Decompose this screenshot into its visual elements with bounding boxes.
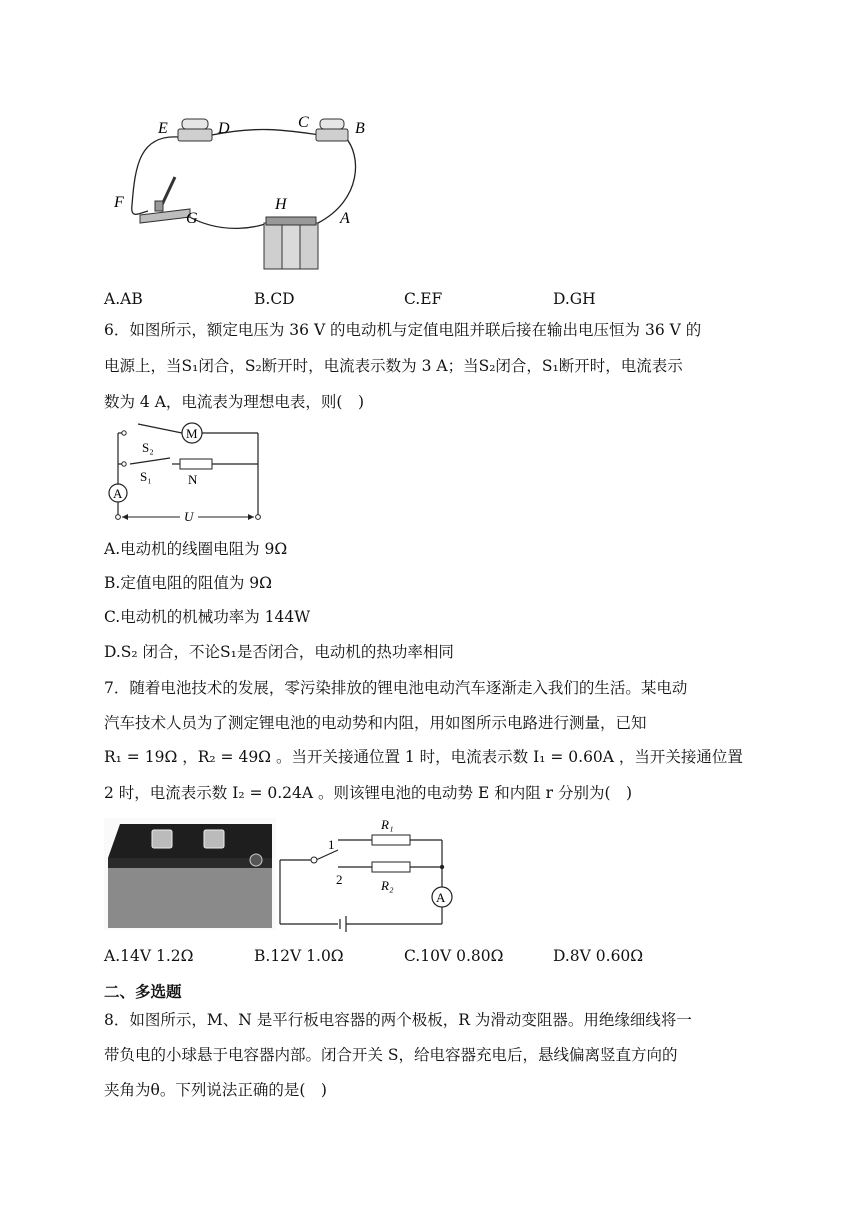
q5-option-b: B.CD — [254, 290, 295, 308]
q8-stem-line-3: 夹角为θ。下列说法正确的是( ) — [104, 1081, 327, 1099]
q6-stem-line-1: 6．如图所示，额定电压为 36 V 的电动机与定值电阻并联后接在输出电压恒为 36 V 的 — [104, 321, 702, 339]
label-E: E — [158, 120, 168, 137]
circuit2-ammeter-label: A — [436, 890, 446, 905]
q5-option-d: D.GH — [553, 290, 596, 308]
voltage-label-u: U — [184, 509, 194, 524]
label-D: D — [218, 120, 230, 137]
q7-option-d: D.8V 0.60Ω — [553, 947, 644, 965]
label-G: G — [186, 210, 198, 227]
q5-option-c: C.EF — [404, 290, 443, 308]
q6-option-c: C.电动机的机械功率为 144W — [104, 608, 311, 626]
motor-label: M — [186, 426, 198, 441]
label-A: A — [340, 210, 350, 227]
q7-stem-line-2: 汽车技术人员为了测定锂电池的电动势和内阻，用如图所示电路进行测量，已知 — [104, 714, 647, 732]
position-1-label: 1 — [328, 837, 335, 852]
q5-option-a: A.AB — [104, 290, 143, 308]
q6-option-a: A.电动机的线圈电阻为 9Ω — [104, 540, 288, 558]
q6-stem-line-2: 电源上，当S₁闭合，S₂断开时，电流表示数为 3 A；当S₂闭合，S₁断开时，电流表示 — [104, 357, 683, 375]
position-2-label: 2 — [336, 872, 343, 887]
q7-stem-line-3: R₁ = 19Ω ，R₂ = 49Ω 。当开关接通位置 1 时，电流表示数 I₁ = 0.60A ，当开关接通位置 — [104, 748, 743, 766]
q7-option-b: B.12V 1.0Ω — [254, 947, 344, 965]
circuit-figure-motor — [102, 420, 272, 525]
circuit-figure-two-resistors — [276, 812, 466, 937]
q7-option-a: A.14V 1.2Ω — [104, 947, 194, 965]
q7-stem-line-1: 7．随着电池技术的发展，零污染排放的锂电池电动汽车逐渐走入我们的生活。某电动 — [104, 679, 688, 697]
q6-option-d: D.S₂ 闭合，不论S₁是否闭合，电动机的热功率相同 — [104, 643, 454, 661]
resistor-r1-label: R₁ — [381, 817, 394, 832]
label-F: F — [114, 194, 124, 211]
ammeter-label: A — [113, 486, 123, 501]
q6-stem-line-3: 数为 4 A，电流表为理想电表，则( ) — [104, 393, 365, 411]
section-title-multiple-choice: 二、多选题 — [104, 983, 182, 1001]
switch-label-s2: S₂ — [142, 440, 154, 455]
q6-option-b: B.定值电阻的阻值为 9Ω — [104, 574, 272, 592]
circuit-figure-terminals — [100, 105, 370, 277]
q8-stem-line-1: 8．如图所示，M、N 是平行板电容器的两个极板，R 为滑动变阻器。用绝缘细线将一 — [104, 1011, 692, 1029]
lithium-battery-image — [104, 818, 276, 930]
resistor-label-n: N — [188, 472, 198, 487]
q7-stem-line-4: 2 时，电流表示数 I₂ = 0.24A 。则该锂电池的电动势 E 和内阻 r 分别为( ) — [104, 784, 633, 802]
label-B: B — [355, 120, 365, 137]
q8-stem-line-2: 带负电的小球悬于电容器内部。闭合开关 S，给电容器充电后，悬线偏离竖直方向的 — [104, 1046, 678, 1064]
label-H: H — [275, 196, 287, 213]
resistor-r2-label: R₂ — [381, 878, 394, 893]
switch-label-s1: S₁ — [140, 469, 152, 484]
label-C: C — [298, 114, 309, 131]
q7-option-c: C.10V 0.80Ω — [404, 947, 504, 965]
